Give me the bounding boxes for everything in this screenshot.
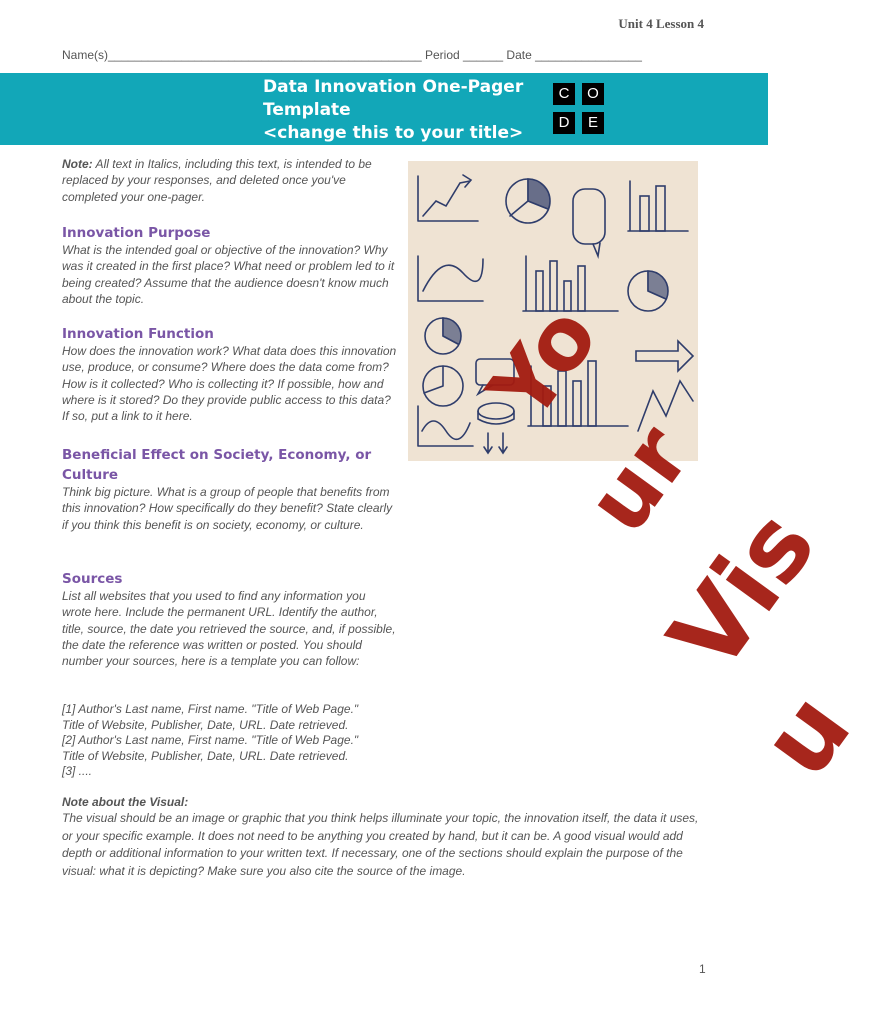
logo-letter-o: O: [582, 83, 604, 105]
source-template-line: Title of Website, Publisher, Date, URL. Date retrieved.: [62, 717, 349, 732]
note-text: All text in Italics, including this text, is intended to be replaced by your responses, and deleted once you've completed your one-pager.: [62, 157, 372, 204]
logo-letter-c: C: [553, 83, 575, 105]
title-line-2: Template: [263, 100, 351, 120]
unit-lesson-label: Unit 4 Lesson 4: [618, 16, 704, 31]
heading-beneficial-effect-line-2: Culture: [62, 467, 119, 483]
intro-note: [62, 156, 398, 205]
watermark-text-3: Vis: [648, 490, 838, 693]
sources-text: List all websites that you used to find any information you wrote here. Include the permanent URL. Identify the author, title, source, the date you retrieved the source, and, if possible, the date the reference was written or posted. You should number your sources, here is a template you can follow:: [62, 589, 396, 669]
heading-sources: Sources: [62, 571, 123, 587]
logo-letter-d: D: [553, 112, 575, 134]
effect-text: Think big picture. What is a group of people that benefits from this innovation? How specifically do they benefit? State clearly if you think this benefit is on society, economy, or culture.: [62, 485, 393, 532]
heading-innovation-purpose: Innovation Purpose: [62, 225, 211, 241]
logo-letter-e: E: [582, 112, 604, 134]
page-number: 1: [699, 962, 706, 976]
watermark-text-4: u: [740, 673, 873, 798]
name-period-date-line: Name(s)_______________________________________________ Period ______ Date ________________: [62, 48, 642, 62]
title-line-3: <change this to your title>: [263, 123, 524, 143]
code-logo: [553, 83, 606, 136]
source-template-line: Title of Website, Publisher, Date, URL. Date retrieved.: [62, 748, 349, 763]
note-label: Note:: [62, 157, 93, 171]
sources-template-list: [62, 702, 398, 780]
heading-beneficial-effect-line-1: Beneficial Effect on Society, Economy, or: [62, 447, 372, 463]
heading-innovation-function: Innovation Function: [62, 326, 214, 342]
page-title: [263, 76, 553, 145]
source-template-line: [2] Author's Last name, First name. "Title of Web Page.": [62, 733, 359, 747]
source-template-line: [1] Author's Last name, First name. "Title of Web Page.": [62, 702, 359, 716]
function-text: How does the innovation work? What data does this innovation use, produce, or consume? Where does the data come from? How is it collected? Who is collecting it? If possible, how and where is it stored? Do they provide public access to this data? If so, put a link to it here.: [62, 344, 397, 424]
purpose-text: What is the intended goal or objective of the innovation? Why was it created in the first place? What need or problem led to it being created? Assume that the audience doesn't know much about the topic.: [62, 243, 395, 306]
source-template-line: [3] ....: [62, 764, 93, 778]
watermark-text-2: ur: [568, 408, 710, 551]
heading-beneficial-effect: [62, 445, 402, 485]
visual-note-text: The visual should be an image or graphic that you think helps illuminate your topic, the innovation itself, the data it uses, or your specific example. It does not need to be anything you created by hand, but it can be. A good visual would add depth or additional information to your written text. If necessary, one of the sections should explain the purpose of the visual: what it is depicting? Make sure you also cite the source of the image.: [62, 811, 699, 878]
visual-note-label: Note about the Visual:: [62, 795, 189, 809]
watermark-text-1: Yo: [470, 288, 618, 439]
title-line-1: Data Innovation One-Pager: [263, 77, 524, 97]
